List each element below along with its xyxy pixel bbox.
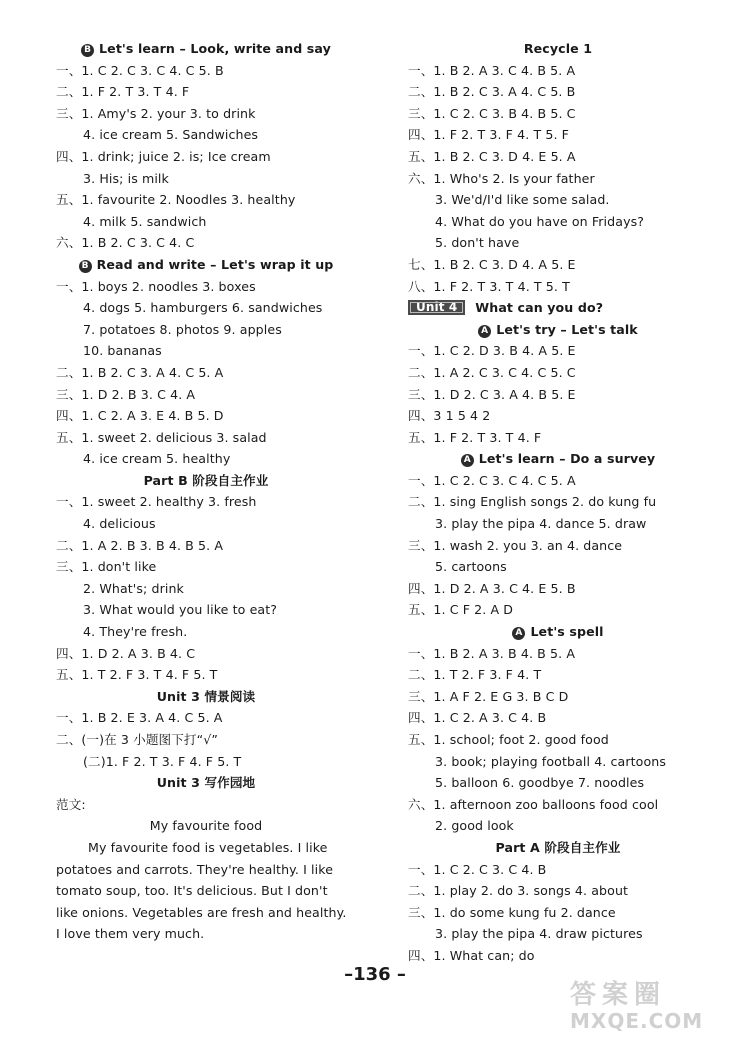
line-text: 五、1. B 2. C 3. D 4. E 5. A <box>408 148 576 164</box>
right-column <box>408 38 708 967</box>
line-text: 四、1. drink; juice 2. is; Ice cream <box>56 148 271 164</box>
answer-line <box>408 60 708 82</box>
answer-line <box>56 859 356 881</box>
line-text: 七、1. B 2. C 3. D 4. A 5. E <box>408 256 576 272</box>
line-text: 2. good look <box>435 818 514 834</box>
answer-line <box>408 643 708 665</box>
line-text: 三、1. wash 2. you 3. an 4. dance <box>408 537 623 553</box>
line-text: 一、1. C 2. C 3. C 4. C 5. A <box>408 472 576 488</box>
line-text: 五、1. sweet 2. delicious 3. salad <box>56 429 267 445</box>
line-text: Part B 阶段自主作业 <box>143 472 269 488</box>
answer-line <box>56 168 356 190</box>
line-text: 二、1. F 2. T 3. T 4. F <box>56 84 190 100</box>
answer-line <box>408 859 708 881</box>
line-text: 四、1. C 2. A 3. C 4. B <box>408 710 547 726</box>
line-text: 4. milk 5. sandwich <box>83 213 207 229</box>
line-text: 5. cartoons <box>435 559 507 575</box>
line-text: 4. dogs 5. hamburgers 6. sandwiches <box>83 300 323 316</box>
answer-line <box>408 124 708 146</box>
answer-line <box>408 384 708 406</box>
line-text: Part A 阶段自主作业 <box>495 839 621 855</box>
answer-line <box>408 556 708 578</box>
line-text: 四、1. D 2. A 3. B 4. C <box>56 645 196 661</box>
answer-line <box>56 535 356 557</box>
part-badge-icon: A <box>512 627 525 640</box>
answer-line <box>56 232 356 254</box>
line-text: tomato soup, too. It's delicious. But I don't <box>56 883 328 899</box>
line-text: 4. They're fresh. <box>83 624 188 640</box>
watermark-logo <box>570 980 740 1036</box>
line-text: 7. potatoes 8. photos 9. apples <box>83 321 282 337</box>
line-text: 3. book; playing football 4. cartoons <box>435 753 667 769</box>
line-text: 三、1. do some kung fu 2. dance <box>408 904 616 920</box>
answer-line <box>56 427 356 449</box>
answer-line <box>56 837 356 859</box>
answer-line <box>408 880 708 902</box>
part-badge-icon: A <box>478 325 491 338</box>
line-text: 范文: <box>56 796 86 812</box>
line-text: 一、1. B 2. E 3. A 4. C 5. A <box>56 710 223 726</box>
answer-line <box>408 535 708 557</box>
part-badge-icon: B <box>79 260 92 273</box>
line-text: Unit 3 情景阅读 <box>156 688 256 704</box>
part-badge-icon: A <box>461 454 474 467</box>
answer-line <box>56 815 356 837</box>
answer-line <box>408 232 708 254</box>
section-heading <box>56 38 356 60</box>
line-text: 三、1. C 2. C 3. B 4. B 5. C <box>408 105 576 121</box>
answer-line <box>408 211 708 233</box>
watermark-bottom: MXQE.COM <box>570 1009 704 1033</box>
section-heading <box>408 621 708 643</box>
answer-line <box>408 794 708 816</box>
line-text: 3. What would you like to eat? <box>83 602 278 618</box>
line-text: Let's try – Let's talk <box>496 321 638 337</box>
line-text: 3. His; is milk <box>83 170 169 186</box>
answer-line <box>56 643 356 665</box>
answer-line <box>56 362 356 384</box>
line-text: 四、1. D 2. A 3. C 4. E 5. B <box>408 580 576 596</box>
line-text: 一、1. boys 2. noodles 3. boxes <box>56 278 256 294</box>
answer-line <box>56 707 356 729</box>
line-text: 二、1. B 2. C 3. A 4. C 5. A <box>56 364 224 380</box>
answer-line <box>408 405 708 427</box>
answer-line <box>56 664 356 686</box>
line-text: 五、1. F 2. T 3. T 4. F <box>408 429 542 445</box>
page-number: –136 – <box>344 964 406 985</box>
line-text: I love them very much. <box>56 926 205 942</box>
line-text: 4. delicious <box>83 516 156 532</box>
line-text: 五、1. school; foot 2. good food <box>408 732 609 747</box>
answer-line <box>408 146 708 168</box>
line-text: 2. What's; drink <box>83 580 184 596</box>
answer-line <box>56 297 356 319</box>
line-text: 4. What do you have on Fridays? <box>435 213 645 229</box>
line-text: 三、1. A F 2. E G 3. B C D <box>408 688 569 704</box>
line-text: 二、1. A 2. B 3. B 4. B 5. A <box>56 537 224 553</box>
answer-line <box>408 340 708 362</box>
section-heading <box>56 254 356 276</box>
line-text: Unit 3 写作园地 <box>156 775 256 791</box>
answer-line <box>56 211 356 233</box>
line-text: My favourite food <box>149 818 263 834</box>
line-text: 四、3 1 5 4 2 <box>408 408 491 424</box>
line-text: potatoes and carrots. They're healthy. I like <box>56 861 334 877</box>
answer-line <box>56 405 356 427</box>
answer-line <box>56 794 356 816</box>
answer-line <box>56 448 356 470</box>
line-text: 六、1. afternoon zoo balloons food cool <box>408 796 659 812</box>
answer-line <box>56 880 356 902</box>
answer-line <box>56 751 356 773</box>
section-heading <box>408 319 708 341</box>
line-text: Let's learn – Do a survey <box>478 451 656 467</box>
answer-line <box>56 621 356 643</box>
section-heading <box>56 772 356 794</box>
section-heading <box>408 38 708 60</box>
line-text: 10. bananas <box>83 343 162 359</box>
answer-line <box>408 686 708 708</box>
line-text: Let's spell <box>530 624 604 640</box>
line-text: 三、1. don't like <box>56 559 157 575</box>
answer-line <box>408 578 708 600</box>
line-text: 四、1. F 2. T 3. F 4. T 5. F <box>408 127 570 143</box>
answer-line <box>56 556 356 578</box>
line-text: 二、1. T 2. F 3. F 4. T <box>408 667 542 683</box>
left-column <box>56 38 356 945</box>
answer-line <box>56 103 356 125</box>
line-text: (二)1. F 2. T 3. F 4. F 5. T <box>83 753 242 769</box>
unit-tag: Unit 4 <box>408 300 465 315</box>
line-text: 一、1. B 2. A 3. C 4. B 5. A <box>408 62 576 78</box>
answer-line <box>56 81 356 103</box>
answer-line <box>56 340 356 362</box>
line-text: like onions. Vegetables are fresh and healthy. <box>56 904 347 920</box>
answer-line <box>408 254 708 276</box>
line-text: Let's learn – Look, write and say <box>99 41 331 56</box>
answer-line <box>56 599 356 621</box>
answer-line <box>56 146 356 168</box>
line-text: Read and write – Let's wrap it up <box>96 256 334 272</box>
answer-line <box>408 751 708 773</box>
answer-line <box>56 902 356 924</box>
answer-line <box>408 664 708 686</box>
line-text: My favourite food is vegetables. I like <box>88 839 328 855</box>
line-text: 4. ice cream 5. Sandwiches <box>83 127 259 143</box>
answer-line <box>56 319 356 341</box>
answer-line <box>408 81 708 103</box>
answer-line <box>56 491 356 513</box>
line-text: 三、1. D 2. B 3. C 4. A <box>56 386 196 402</box>
answer-line <box>408 168 708 190</box>
answer-line <box>408 103 708 125</box>
line-text: What can you do? <box>475 300 604 316</box>
line-text: 二、1. sing English songs 2. do kung fu <box>408 494 657 510</box>
answer-line <box>56 923 356 945</box>
section-heading <box>56 686 356 708</box>
answer-line <box>56 384 356 406</box>
answer-line <box>408 729 708 751</box>
part-badge-icon: B <box>81 44 94 57</box>
line-text: 一、1. C 2. C 3. C 4. B <box>408 861 547 877</box>
line-text: 3. play the pipa 4. draw pictures <box>435 926 643 942</box>
line-text: 五、1. T 2. F 3. T 4. F 5. T <box>56 667 218 683</box>
line-text: 八、1. F 2. T 3. T 4. T 5. T <box>408 278 570 294</box>
line-text: 五、1. C F 2. A D <box>408 602 514 618</box>
answer-line <box>408 815 708 837</box>
line-text: 二、1. A 2. C 3. C 4. C 5. C <box>408 364 576 380</box>
line-text: 四、1. What can; do <box>408 947 535 963</box>
answer-line <box>408 599 708 621</box>
line-text: 4. ice cream 5. healthy <box>83 451 231 467</box>
answer-line <box>408 276 708 298</box>
answer-line <box>408 491 708 513</box>
line-text: 5. don't have <box>435 235 520 251</box>
line-text: 一、1. B 2. A 3. B 4. B 5. A <box>408 645 576 661</box>
line-text: 5. balloon 6. goodbye 7. noodles <box>435 775 645 791</box>
section-heading <box>408 297 708 319</box>
answer-line <box>56 513 356 535</box>
answer-line <box>408 513 708 535</box>
line-text: 二、(一)在 3 小题图下打“√” <box>56 732 218 747</box>
answer-line <box>56 729 356 751</box>
answer-line <box>56 60 356 82</box>
line-text: 二、1. B 2. C 3. A 4. C 5. B <box>408 84 576 100</box>
answer-line <box>408 470 708 492</box>
line-text: 五、1. favourite 2. Noodles 3. healthy <box>56 192 296 208</box>
line-text: 二、1. play 2. do 3. songs 4. about <box>408 883 629 899</box>
line-text: 四、1. C 2. A 3. E 4. B 5. D <box>56 408 224 424</box>
section-heading <box>56 470 356 492</box>
answer-line <box>56 189 356 211</box>
line-text: 3. We'd/I'd like some salad. <box>435 192 610 208</box>
answer-line <box>408 427 708 449</box>
answer-line <box>408 362 708 384</box>
line-text: Recycle 1 <box>523 41 593 56</box>
answer-line <box>56 276 356 298</box>
line-text: 六、1. B 2. C 3. C 4. C <box>56 235 195 251</box>
answer-line <box>56 578 356 600</box>
answer-line <box>408 707 708 729</box>
line-text: 一、1. C 2. D 3. B 4. A 5. E <box>408 343 576 359</box>
answer-line <box>56 124 356 146</box>
line-text: 3. play the pipa 4. dance 5. draw <box>435 516 647 532</box>
answer-line <box>408 189 708 211</box>
line-text: 一、1. sweet 2. healthy 3. fresh <box>56 494 257 510</box>
line-text: 一、1. C 2. C 3. C 4. C 5. B <box>56 62 224 78</box>
line-text: 三、1. D 2. C 3. A 4. B 5. E <box>408 386 576 402</box>
answer-line <box>408 772 708 794</box>
watermark-top: 答案圈 <box>570 980 667 1010</box>
section-heading <box>408 448 708 470</box>
answer-line <box>408 923 708 945</box>
line-text: 六、1. Who's 2. Is your father <box>408 170 595 186</box>
section-heading <box>408 837 708 859</box>
line-text: 三、1. Amy's 2. your 3. to drink <box>56 105 256 121</box>
answer-line <box>408 902 708 924</box>
